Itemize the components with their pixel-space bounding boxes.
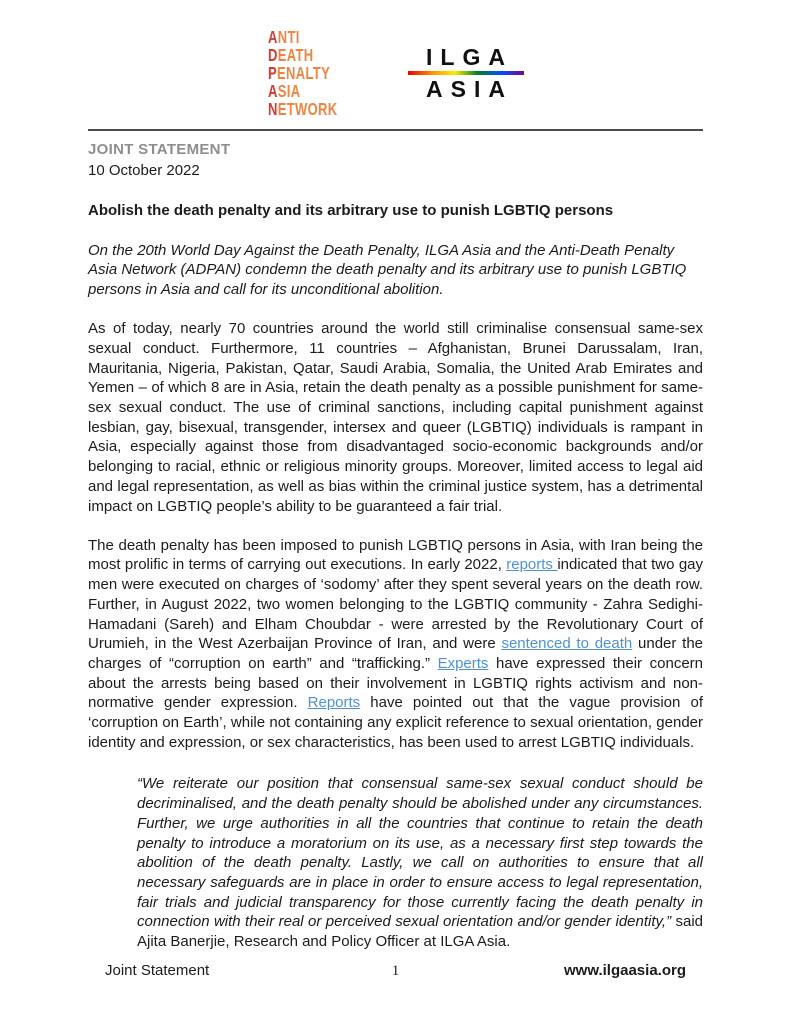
reports-link[interactable]: reports: [506, 556, 558, 574]
adpan-initial: P: [267, 63, 277, 83]
paragraph-text-run: under the charges of “corruption on earth” and “trafficking.”: [88, 635, 704, 672]
quote-paragraph: [137, 774, 703, 951]
sentenced-to-death-link[interactable]: sentenced to death: [501, 635, 633, 653]
paragraph-text-run: have expressed their concern about the arrests being based on their involvement in LGBTIQ rights activism and non-normative gender expression.: [88, 654, 703, 712]
rainbow-bar-icon: [408, 71, 524, 75]
adpan-line: [267, 99, 338, 119]
adpan-line: [268, 28, 335, 46]
adpan-line: [268, 64, 335, 82]
paragraph-criminalisation: As of today, nearly 70 countries around the world still criminalise consensual same-sex sexual conduct. Furthermore, 11 countries – Afghanistan, Brunei Darussalam, Iran, Mauritania, Nigeria, Pakistan, Qatar, Saudi Arabia, Somalia, the United Arab Emirates and Yemen – of which 8 are in Asia, retain the death penalty as a possible punishment for same-sex sexual conduct. The use of criminal sanctions, including capital punishment against lesbian, gay, bisexual, transgender, intersex and queer (LGBTIQ) individuals is rampant in Asia, especially against those from disadvantaged socio-economic backgrounds and/or belonging to racial, ethnic or religious minority groups. Moreover, limited access to legal aid and legal representation, as well as bias within the criminal justice system, has a detrimental impact on LGBTIQ people’s ability to be guaranteed a fair trial.: [88, 320, 703, 515]
adpan-initial: A: [267, 81, 278, 101]
paragraph-text-run: indicated that two gay men were executed on charges of ‘sodomy’ after they spent several years on the death row. Further, in August 2022, two women belonging to the LGBTIQ community - Zahra Sedighi-Hamadani (Sareh) and Elham Choubdar - were arrested by the Revolutionary Court of Urumieh, in the West Azerbaijan Province of Iran, and were: [88, 556, 704, 653]
paragraph-text-run: The death penalty has been imposed to punish LGBTIQ persons in Asia, with Iran being the most prolific in terms of carrying out executions. In early 2022,: [88, 536, 703, 574]
page-footer: [105, 961, 686, 982]
adpan-logo-text: [267, 27, 338, 119]
header-rule: [88, 129, 703, 131]
paragraph-iran-cases: [88, 536, 703, 753]
ilga-logo-bottom-text: ASIA: [426, 76, 513, 102]
reports-link-2[interactable]: Reports: [307, 694, 361, 712]
adpan-line: [268, 46, 335, 64]
page-number: 1: [391, 963, 400, 980]
document-type-label: JOINT STATEMENT: [88, 141, 231, 158]
adpan-initial: A: [267, 27, 278, 47]
experts-link[interactable]: Experts: [437, 654, 489, 672]
adpan-initial: D: [267, 45, 278, 65]
footer-website: www.ilgaasia.org: [564, 962, 686, 980]
footer-doc-label: Joint Statement: [105, 962, 210, 980]
adpan-line: [268, 82, 335, 100]
adpan-word-rest: ENALTY: [276, 63, 330, 83]
adpan-word-rest: ETWORK: [277, 99, 338, 119]
logo-row: [88, 26, 703, 120]
document-date: 10 October 2022: [88, 161, 200, 179]
quote-text: “We reiterate our position that consensual same-sex sexual conduct should be decriminalised, and the death penalty should be abolished under any circumstances. Further, we urge authorities in all the countries that continue to retain the death penalty to introduce a moratorium on its use, as a necessary first step towards the abolition of the death penalty. Lastly, we call on authorities to ensure that all necessary safeguards are in place in order to ensure access to legal representation, fair trials and judicial transparency for those currently facing the death penalty in connection with their real or perceived sexual orientation and/or gender identity,”: [137, 775, 703, 931]
ilga-logo-top-text: ILGA: [426, 44, 513, 70]
document-title: Abolish the death penalty and its arbitrary use to punish LGBTIQ persons: [88, 202, 614, 220]
adpan-word-rest: EATH: [277, 45, 313, 65]
ilga-asia-logo: [408, 45, 524, 101]
intro-paragraph: On the 20th World Day Against the Death Penalty, ILGA Asia and the Anti-Death Penalty Asia Network (ADPAN) condemn the death penalty and its arbitrary use to punish LGBTIQ persons in Asia and call for its unconditional abolition.: [88, 241, 687, 299]
adpan-initial: N: [267, 99, 278, 119]
quote-attribution: said Ajita Banerjie, Research and Policy Officer at ILGA Asia.: [137, 913, 703, 951]
adpan-word-rest: SIA: [277, 81, 300, 101]
adpan-word-rest: NTI: [277, 27, 300, 47]
paragraph-text-run: have pointed out that the vague provision of ‘corruption on Earth’, while not containing any explicit reference to sexual orientation, gender identity and expression, or sex characteristics, has been used to arrest LGBTIQ individuals.: [88, 694, 703, 751]
adpan-logo: [268, 28, 358, 118]
